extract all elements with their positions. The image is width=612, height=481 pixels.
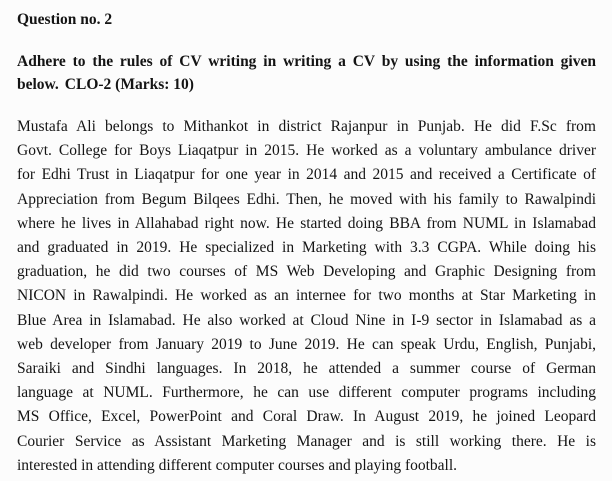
instruction-text: Adhere to the rules of CV writing in writing a CV by using the information given below. [17,53,596,93]
passage-line: MS Office, Excel, PowerPoint and Coral Draw. In August 2019, he joined Leopard [17,408,596,426]
passage-line: interested in attending different computer courses and playing football. [17,456,458,474]
instruction-heading [17,50,596,96]
passage-line: language at NUML. Furthermore, he can use different computer programs including [17,384,596,402]
passage-line: where he lives in Allahabad right now. He started doing BBA from NUML in Islamabad [17,214,596,232]
passage-line: Mustafa Ali belongs to Mithankot in district Rajanpur in Punjab. He did F.Sc from [17,118,596,135]
passage-line: Appreciation from Begum Bilqees Edhi. Then, he moved with his family to Rawalpindi [17,190,596,208]
passage-line: Saraiki and Sindhi languages. In 2018, he attended a summer course of German [17,360,596,378]
passage-line: and graduated in 2019. He specialized in Marketing with 3.3 CGPA. While doing his [17,239,596,257]
passage-line: for Edhi Trust in Liaqatpur for one year in 2014 and 2015 and received a Certificate of [17,166,596,184]
clo-marks-label: CLO-2 (Marks: 10) [64,76,194,93]
passage-line: graduation, he did two courses of MS Web Developing and Graphic Designing from [17,263,596,281]
passage-line: Govt. College for Boys Liaqatpur in 2015. He worked as a voluntary ambulance driver [17,142,596,160]
passage-line: Courier Service as Assistant Marketing Manager and is still working there. He is [17,432,596,450]
passage-line: web developer from January 2019 to June 2019. He can speak Urdu, English, Punjabi, [17,335,596,353]
passage-line: NICON in Rawalpindi. He worked as an internee for two months at Star Marketing in [17,287,596,305]
passage-line: Blue Area in Islamabad. He also worked at Cloud Nine in I-9 sector in Islamabad as a [17,311,596,329]
question-number: Question no. 2 [17,11,113,28]
case-passage [17,115,596,478]
